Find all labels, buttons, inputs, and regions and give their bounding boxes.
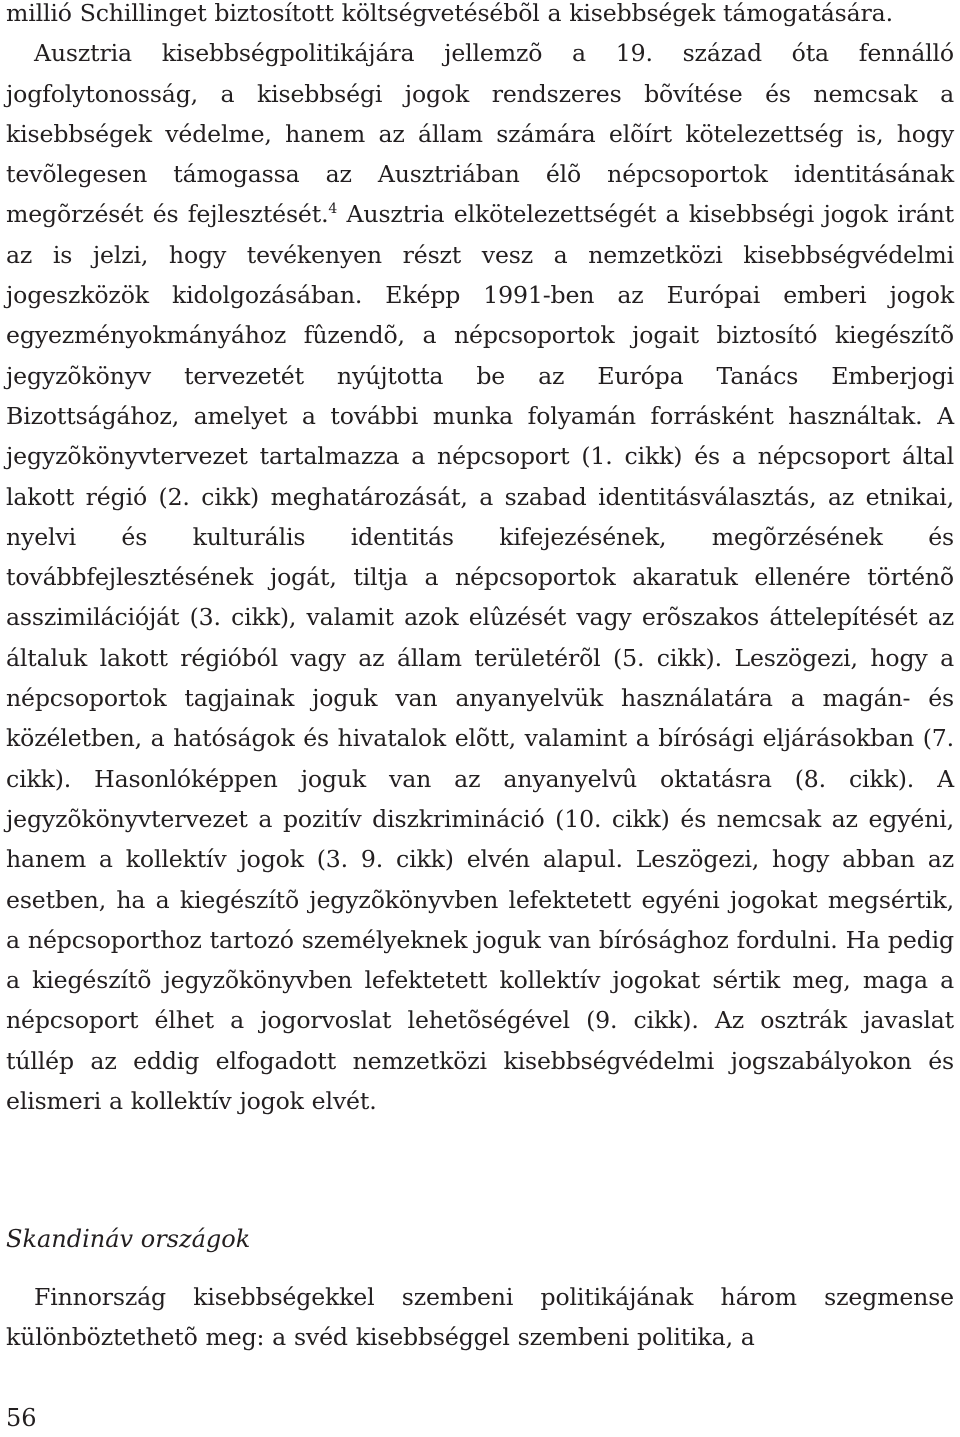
paragraph-continuation: millió Schillinget biztosított költségvetésébõl a kisebbségek támogatására.: [6, 0, 893, 27]
paragraph-austria-minority-policy: [6, 33, 954, 1121]
page-number: 56: [6, 1404, 37, 1432]
section-paragraph: Finnország kisebbségekkel szembeni politikájának három szegmense különböztethetõ meg: a svéd kisebbséggel szembeni politika, a: [6, 1283, 954, 1352]
section-heading: Skandináv országok: [6, 1225, 251, 1253]
body-text: [6, 0, 954, 1121]
footnote-marker: 4: [328, 201, 338, 218]
paragraph-text-after-footnote: Ausztria elkötelezettségét a kisebbségi jogok iránt az is jelzi, hogy tevékenyen részt vesz a nemzetközi kisebbségvédelmi jogeszközök kidolgozásában. Eképp 1991-ben az Európai emberi jogok egyezményokmányához fûzendõ, a népcsoportok jogait biztosító kiegészítõ jegyzõkönyv tervezetét nyújtotta be az Európa Tanács Emberjogi Bizottságához, amelyet a további munka folyamán forrásként használtak. A jegyzõkönyvtervezet tartalmazza a népcsoport (1. cikk) és a népcsoport által lakott régió (2. cikk) meghatározását, a szabad identitásválasztás, az etnikai, nyelvi és kulturális identitás kifejezésének, megõrzésének és továbbfejlesztésének jogát, tiltja a népcsoportok akaratuk ellenére történõ asszimilációját (3. cikk), valamit azok elûzését vagy erõszakos áttelepítését az általuk lakott régióból vagy az állam területérõl (5. cikk). Leszögezi, hogy a népcsoportok tagjainak joguk van anyanyelvük használatára a magán- és közéletben, a hatóságok és hivatalok elõtt, valamint a bírósági eljárásokban (7. cikk). Hasonlóképpen joguk van az anyanyelvû oktatásra (8. cikk). A jegyzõkönyvtervezet a pozitív diszkrimináció (10. cikk) és nemcsak az egyéni, hanem a kollektív jogok (3. 9. cikk) elvén alapul. Leszögezi, hogy abban az esetben, ha a kiegészítõ jegyzõkönyvben lefektetett egyéni jogokat megsértik, a népcsoporthoz tartozó személyeknek joguk van bírósághoz fordulni. Ha pedig a kiegészítõ jegyzõkönyvben lefektetett kollektív jogokat sértik meg, maga a népcsoport élhet a jogorvoslat lehetõségével (9. cikk). Az osztrák javaslat túllép az eddig elfogadott nemzetközi kisebbségvédelmi jogszabályokon és elismeri a kollektív jogok elvét.: [6, 200, 954, 1116]
paragraph-text-before-footnote: Ausztria kisebbségpolitikájára jellemzõ a 19. század óta fennálló jogfolytonosság, a kisebbségi jogok rendszeres bõvítése és nemcsak a kisebbségek védelme, hanem az állam számára elõírt kötelezettség is, hogy tevõlegesen támogassa az Ausztriában élõ népcsoportok identitásának megõrzését és fejlesztését.: [6, 39, 954, 229]
